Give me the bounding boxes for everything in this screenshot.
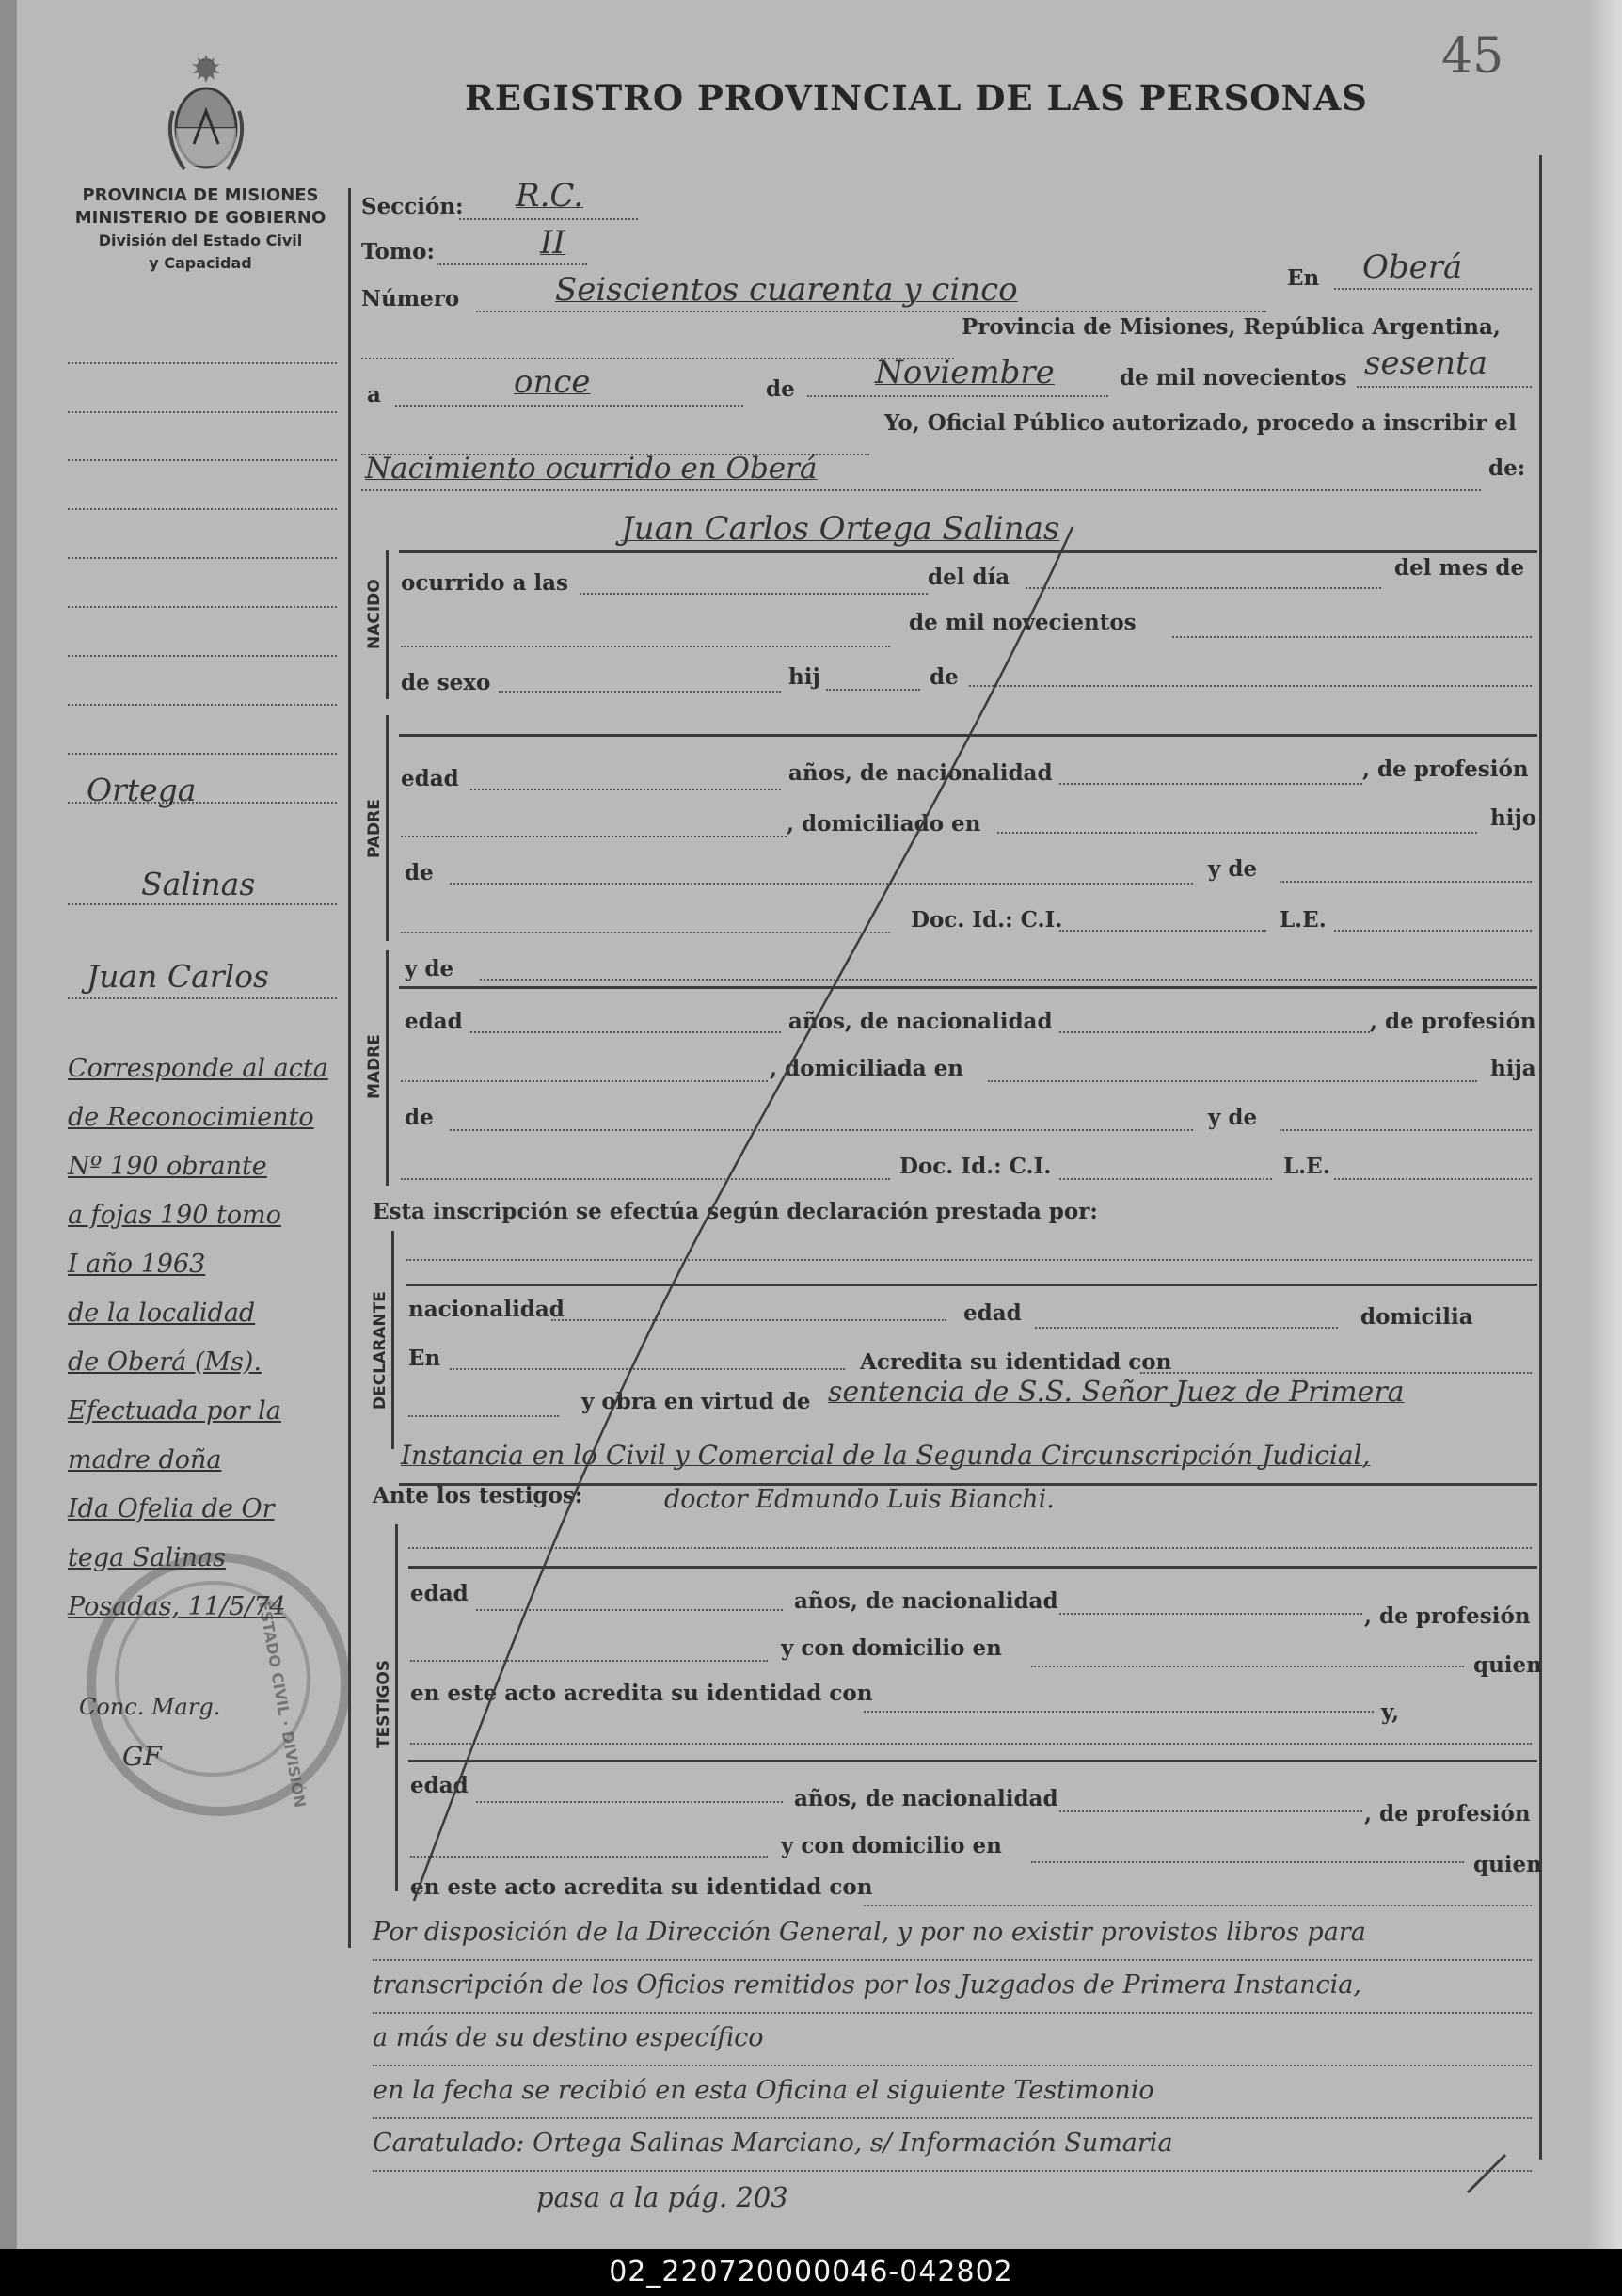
note-line-3: a más de su destino específico xyxy=(373,2023,764,2052)
label-de-profesion-2: , de profesión xyxy=(1370,1009,1536,1034)
label-ante-testigos: Ante los testigos: xyxy=(373,1483,583,1508)
field-line xyxy=(1334,288,1532,290)
label-domiciliado: , domiciliado en xyxy=(787,811,981,837)
field-line xyxy=(459,218,638,220)
note-line-5: Caratulado: Ortega Salinas Marciano, s/ Información Sumaria xyxy=(373,2129,1173,2158)
field-line xyxy=(361,358,954,359)
label-ocurrido: ocurrido a las xyxy=(401,570,568,596)
label-seccion: Sección: xyxy=(361,194,464,219)
label-hijo: hijo xyxy=(1490,805,1537,831)
field-line xyxy=(580,593,928,595)
section-line xyxy=(386,550,389,699)
margin-initials: GF xyxy=(122,1741,162,1772)
label-de-profesion-3: , de profesión xyxy=(1364,1603,1531,1629)
field-line xyxy=(969,685,1532,687)
field-line xyxy=(373,2065,1532,2066)
field-line xyxy=(373,2170,1532,2172)
rule xyxy=(399,986,1537,989)
field-line xyxy=(470,1031,781,1033)
field-line xyxy=(1140,1372,1532,1374)
margin-surname-2: Salinas xyxy=(141,866,256,902)
field-line xyxy=(410,1660,768,1662)
field-line xyxy=(361,489,1481,491)
margin-line xyxy=(68,655,337,657)
label-edad-4: edad xyxy=(410,1581,469,1606)
field-line xyxy=(1031,1666,1464,1667)
page-edge xyxy=(1590,0,1622,2249)
margin-line xyxy=(68,557,337,559)
margin-note-line: Efectuada por la xyxy=(68,1396,281,1426)
value-sentencia-3: doctor Edmundo Luis Bianchi. xyxy=(664,1485,1055,1514)
margin-line xyxy=(68,362,337,364)
section-label-nacido: NACIDO xyxy=(365,579,384,649)
label-y-de-3: y de xyxy=(1208,1105,1258,1130)
label-quien-2: quien xyxy=(1473,1852,1542,1877)
section-line xyxy=(391,1231,394,1449)
field-line xyxy=(401,646,890,647)
field-line xyxy=(1059,1613,1362,1615)
rule xyxy=(406,1284,1537,1286)
rule xyxy=(408,1760,1537,1762)
field-line xyxy=(408,1415,559,1417)
section-line xyxy=(386,715,389,941)
margin-note-line: Corresponde al acta xyxy=(68,1054,328,1083)
field-line xyxy=(1357,386,1532,388)
label-de-4: de xyxy=(405,1105,434,1130)
label-le-2: L.E. xyxy=(1283,1154,1330,1179)
section-line xyxy=(386,950,389,1186)
margin-note-line: a fojas 190 tomo xyxy=(68,1201,281,1230)
label-y-con-domicilio: y con domicilio en xyxy=(781,1635,1002,1661)
label-yo-oficial: Yo, Oficial Público autorizado, procedo a inscribir el xyxy=(884,410,1517,436)
note-line-1: Por disposición de la Dirección General, y por no existir provistos libros para xyxy=(373,1918,1366,1947)
binding-edge xyxy=(0,0,17,2249)
value-lugar: Oberá xyxy=(1362,248,1463,286)
section-label-madre: MADRE xyxy=(365,1034,384,1099)
rule xyxy=(399,734,1537,737)
margin-note-line: madre doña xyxy=(68,1445,222,1475)
value-anio: sesenta xyxy=(1364,344,1487,382)
label-de-2: de xyxy=(930,664,959,690)
field-line xyxy=(1059,930,1266,932)
value-dia: once xyxy=(514,363,591,401)
label-de-profesion-4: , de profesión xyxy=(1364,1801,1531,1826)
field-line xyxy=(450,1368,845,1370)
margin-note-line: de Oberá (Ms). xyxy=(68,1347,262,1377)
field-line xyxy=(1280,881,1532,883)
field-line xyxy=(1035,1327,1338,1329)
section-line xyxy=(395,1524,398,1891)
label-esta-inscripcion: Esta inscripción se efectúa según declaración prestada por: xyxy=(373,1199,1098,1224)
label-domicilia: domicilia xyxy=(1360,1304,1473,1330)
field-line xyxy=(997,832,1477,834)
section-label-padre: PADRE xyxy=(365,799,384,858)
label-hij: hij xyxy=(788,664,820,690)
field-line xyxy=(373,2012,1532,2014)
value-acto: Nacimiento ocurrido en Oberá xyxy=(365,452,818,486)
value-mes: Noviembre xyxy=(875,354,1055,391)
margin-line xyxy=(68,411,337,413)
field-line xyxy=(476,1801,783,1803)
label-le: L.E. xyxy=(1280,907,1327,933)
field-line xyxy=(450,1129,1193,1131)
label-en-este-acto: en este acto acredita su identidad con xyxy=(410,1681,873,1706)
value-seccion: R.C. xyxy=(516,177,584,215)
margin-surname-1: Ortega xyxy=(87,772,197,808)
value-nombre: Juan Carlos Ortega Salinas xyxy=(621,510,1060,548)
field-line xyxy=(476,311,1266,312)
office-line-2: MINISTERIO DE GOBIERNO xyxy=(74,208,326,228)
label-a: a xyxy=(367,382,381,407)
label-de-profesion: , de profesión xyxy=(1362,757,1529,782)
label-anos-nacionalidad-3: años, de nacionalidad xyxy=(794,1588,1058,1614)
field-line xyxy=(1059,783,1362,785)
margin-line xyxy=(68,903,337,905)
label-edad-2: edad xyxy=(405,1009,463,1034)
field-line xyxy=(1280,1129,1532,1131)
office-line-3: División del Estado Civil xyxy=(98,231,303,249)
label-quien: quien xyxy=(1473,1652,1542,1678)
field-line xyxy=(395,405,743,407)
label-en: En xyxy=(1287,265,1320,291)
label-y-con-domicilio-2: y con domicilio en xyxy=(781,1833,1002,1858)
label-edad-3: edad xyxy=(963,1300,1022,1326)
label-anos-nacionalidad: años, de nacionalidad xyxy=(788,760,1053,786)
margin-note-line: tega Salinas xyxy=(68,1543,226,1572)
label-hija: hija xyxy=(1490,1056,1536,1081)
label-provincia: Provincia de Misiones, República Argentina, xyxy=(962,314,1501,340)
label-anos-nacionalidad-4: años, de nacionalidad xyxy=(794,1786,1058,1811)
field-line xyxy=(807,395,1108,397)
note-line-6: pasa a la pág. 203 xyxy=(536,2181,788,2213)
label-anos-nacionalidad-2: años, de nacionalidad xyxy=(788,1009,1053,1034)
label-en-este-acto-2: en este acto acredita su identidad con xyxy=(410,1874,873,1900)
label-y-de: y de xyxy=(1208,856,1258,882)
field-line xyxy=(1059,1178,1272,1180)
field-line xyxy=(864,1711,1374,1713)
margin-line xyxy=(68,753,337,755)
label-numero: Número xyxy=(361,286,460,311)
field-line xyxy=(373,2117,1532,2119)
office-line-1: PROVINCIA DE MISIONES xyxy=(82,185,319,205)
section-label-declarante: DECLARANTE xyxy=(371,1291,390,1410)
document-title: REGISTRO PROVINCIAL DE LAS PERSONAS xyxy=(465,77,1368,119)
field-line xyxy=(401,1178,890,1180)
label-edad-5: edad xyxy=(410,1773,469,1798)
issuing-office xyxy=(66,184,335,275)
note-line-4: en la fecha se recibió en esta Oficina el siguiente Testimonio xyxy=(373,2076,1154,2105)
label-tomo: Tomo: xyxy=(361,239,435,264)
margin-line xyxy=(68,704,337,706)
label-domiciliada: , domiciliada en xyxy=(770,1056,963,1081)
field-line xyxy=(1059,1031,1370,1033)
margin-line xyxy=(68,459,337,461)
note-line-2: transcripción de los Oficios remitidos por los Juzgados de Primera Instancia, xyxy=(373,1970,1361,2000)
margin-given-names: Juan Carlos xyxy=(87,958,269,995)
office-line-4: y Capacidad xyxy=(149,254,252,272)
margin-note-line: Nº 190 obrante xyxy=(68,1152,267,1181)
label-de-mil-novecientos: de mil novecientos xyxy=(1120,365,1347,391)
margin-line xyxy=(68,997,337,999)
value-sentencia-1: sentencia de S.S. Señor Juez de Primera xyxy=(828,1376,1405,1409)
label-en-2: En xyxy=(408,1346,441,1371)
margin-note-line: Ida Ofelia de Or xyxy=(68,1494,275,1523)
rule xyxy=(408,1566,1537,1569)
field-line xyxy=(437,263,587,265)
label-doc-id-2: Doc. Id.: C.I. xyxy=(899,1154,1052,1179)
field-line xyxy=(499,691,781,693)
rule xyxy=(399,550,1537,553)
label-de: de xyxy=(766,376,795,402)
label-del-mes: del mes de xyxy=(1394,555,1525,581)
field-line xyxy=(988,1080,1477,1082)
field-line xyxy=(450,883,1193,885)
page-number: 45 xyxy=(1441,28,1504,85)
label-del-dia: del día xyxy=(928,565,1010,590)
label-y-de-2: y de xyxy=(405,956,454,981)
field-line xyxy=(1059,1810,1362,1812)
label-acredita: Acredita su identidad con xyxy=(860,1349,1172,1375)
field-line xyxy=(406,1259,1532,1261)
field-line xyxy=(1334,1178,1532,1180)
coat-of-arms-icon xyxy=(166,55,246,177)
stamp-text: ESTADO CIVIL · DIVISIÓN xyxy=(255,1600,310,1810)
label-de-3: de xyxy=(405,860,434,885)
label-y-comma: y, xyxy=(1381,1699,1400,1725)
section-label-testigos: TESTIGOS xyxy=(374,1659,393,1748)
field-line xyxy=(1172,636,1532,638)
label-nacionalidad: nacionalidad xyxy=(408,1297,565,1322)
field-line xyxy=(1334,930,1532,932)
margin-note-line: I año 1963 xyxy=(68,1250,206,1279)
field-line xyxy=(401,932,890,933)
field-line xyxy=(410,1856,768,1858)
label-doc-id: Doc. Id.: C.I. xyxy=(911,907,1063,933)
field-line xyxy=(401,836,787,837)
field-line xyxy=(476,1609,783,1611)
field-line xyxy=(401,1080,768,1082)
field-line xyxy=(480,979,1532,981)
file-caption: 02_220720000046-042802 xyxy=(0,2249,1622,2296)
label-obra-virtud: y obra en virtud de xyxy=(581,1389,811,1414)
margin-note-line: Posadas, 11/5/74 xyxy=(68,1592,286,1621)
margin-note-line: de Reconocimiento xyxy=(68,1103,314,1132)
value-numero: Seiscientos cuarenta y cinco xyxy=(555,271,1018,309)
margin-line xyxy=(68,606,337,608)
value-sentencia-2: Instancia en lo Civil y Comercial de la Segunda Circunscripción Judicial, xyxy=(401,1440,1371,1471)
value-tomo: II xyxy=(540,224,565,262)
label-de-colon: de: xyxy=(1488,455,1526,481)
field-line xyxy=(408,1547,1532,1549)
margin-line xyxy=(68,508,337,510)
margin-note-line: de la localidad xyxy=(68,1299,256,1328)
field-line xyxy=(410,1743,1532,1745)
field-line xyxy=(1031,1861,1464,1863)
label-de-sexo: de sexo xyxy=(401,670,491,695)
margin-conc: Conc. Marg. xyxy=(79,1694,221,1720)
field-line xyxy=(470,789,781,790)
field-line xyxy=(864,1905,1532,1906)
field-line xyxy=(1026,587,1381,589)
label-de-mil-novecientos-2: de mil novecientos xyxy=(909,610,1137,635)
field-line xyxy=(551,1319,946,1321)
label-edad: edad xyxy=(401,766,459,791)
field-line xyxy=(826,689,920,691)
field-line xyxy=(373,1959,1532,1961)
